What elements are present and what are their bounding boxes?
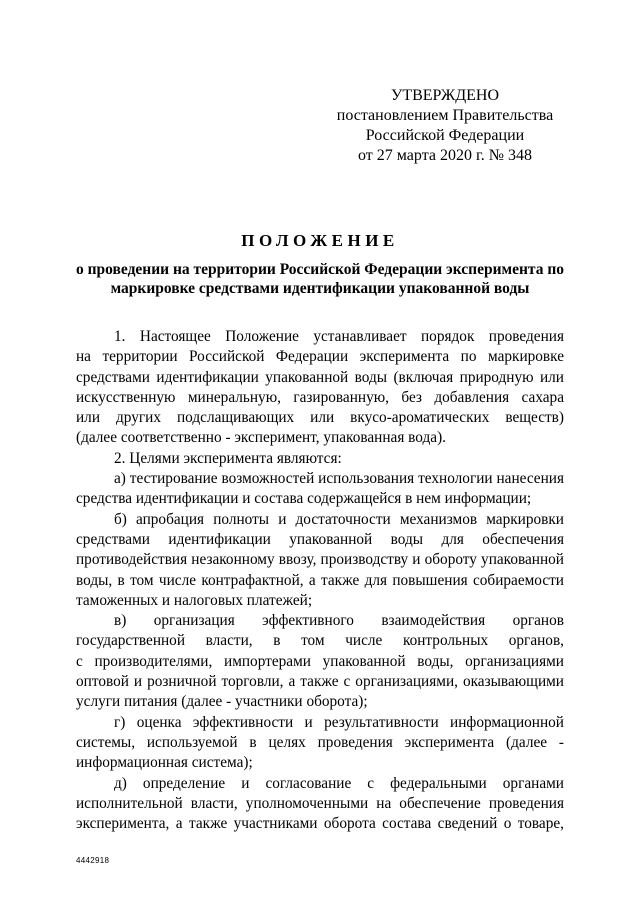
approval-line: от 27 марта 2020 г. № 348: [358, 147, 532, 164]
document-subtitle: [60, 260, 580, 298]
approval-line: УТВЕРЖДЕНО: [390, 87, 499, 104]
document-code: 4442918: [76, 856, 110, 865]
paragraph-line: средствами идентификации упакованной воды для обеспечения: [76, 530, 564, 548]
paragraph-line: искусственную минеральную, газированную, без добавления сахара: [76, 388, 564, 406]
paragraph-line: с производителями, импортерами упакованной воды, организациями: [76, 652, 564, 670]
paragraph: [76, 713, 564, 774]
document-title: ПОЛОЖЕНИЕ: [241, 231, 399, 250]
paragraph: [76, 774, 564, 835]
paragraph: [76, 469, 564, 510]
paragraph-line: на территории Российской Федерации эксперимента по маркировке: [76, 348, 564, 366]
subtitle-line: маркировке средствами идентификации упакованной воды: [110, 280, 530, 297]
paragraph-line: информационная система);: [76, 754, 253, 772]
paragraph-line: или других подслащивающих или вкусо-ароматических веществ): [76, 409, 564, 427]
paragraph-line: средства идентификации и состава содержащейся в нем информации;: [76, 490, 532, 508]
paragraph-line: 1. Настоящее Положение устанавливает порядок проведения: [114, 328, 564, 345]
paragraph-line: системы, используемой в целях проведения эксперимента (далее -: [76, 733, 564, 751]
approval-line: Российской Федерации: [365, 127, 525, 144]
paragraph-line: исполнительной власти, уполномоченными на обеспечение проведения: [76, 794, 564, 812]
paragraph-line: государственной власти, в том числе контрольных органов,: [76, 632, 564, 650]
paragraph: [76, 449, 564, 469]
paragraph: [76, 611, 564, 712]
paragraph-line: средствами идентификации упакованной воды (включая природную или: [76, 368, 564, 386]
paragraph-line: в) организация эффективного взаимодействия органов: [114, 612, 564, 630]
paragraph-line: воды, в том числе контрафактной, а также для повышения собираемости: [76, 571, 564, 589]
paragraph-line: а) тестирование возможностей использования технологии нанесения: [114, 470, 564, 488]
paragraph-line: г) оценка эффективности и результативности информационной: [114, 713, 564, 731]
approval-stamp: [330, 86, 560, 166]
approval-line: постановлением Правительства: [336, 107, 554, 124]
paragraph-line: 2. Целями эксперимента являются:: [114, 449, 342, 467]
paragraph-line: противодействия незаконному ввозу, производству и обороту упакованной: [76, 551, 564, 569]
paragraph-line: услуги питания (далее - участники оборота);: [76, 693, 368, 711]
paragraph-line: таможенных и налоговых платежей;: [76, 591, 313, 609]
paragraph-line: эксперимента, а также участниками оборота состава сведений о товаре,: [76, 815, 564, 833]
paragraph: [76, 327, 564, 449]
paragraph-line: (далее соответственно - эксперимент, упакованная вода).: [76, 429, 446, 447]
paragraph-line: оптовой и розничной торговли, а также с организациями, оказывающими: [76, 673, 564, 691]
paragraph-line: д) определение и согласование с федеральными органами: [114, 774, 564, 792]
subtitle-line: о проведении на территории Российской Федерации эксперимента по: [75, 261, 565, 278]
paragraph: [76, 510, 564, 611]
document-body: [76, 327, 564, 834]
paragraph-line: б) апробация полноты и достаточности механизмов маркировки: [114, 510, 564, 528]
